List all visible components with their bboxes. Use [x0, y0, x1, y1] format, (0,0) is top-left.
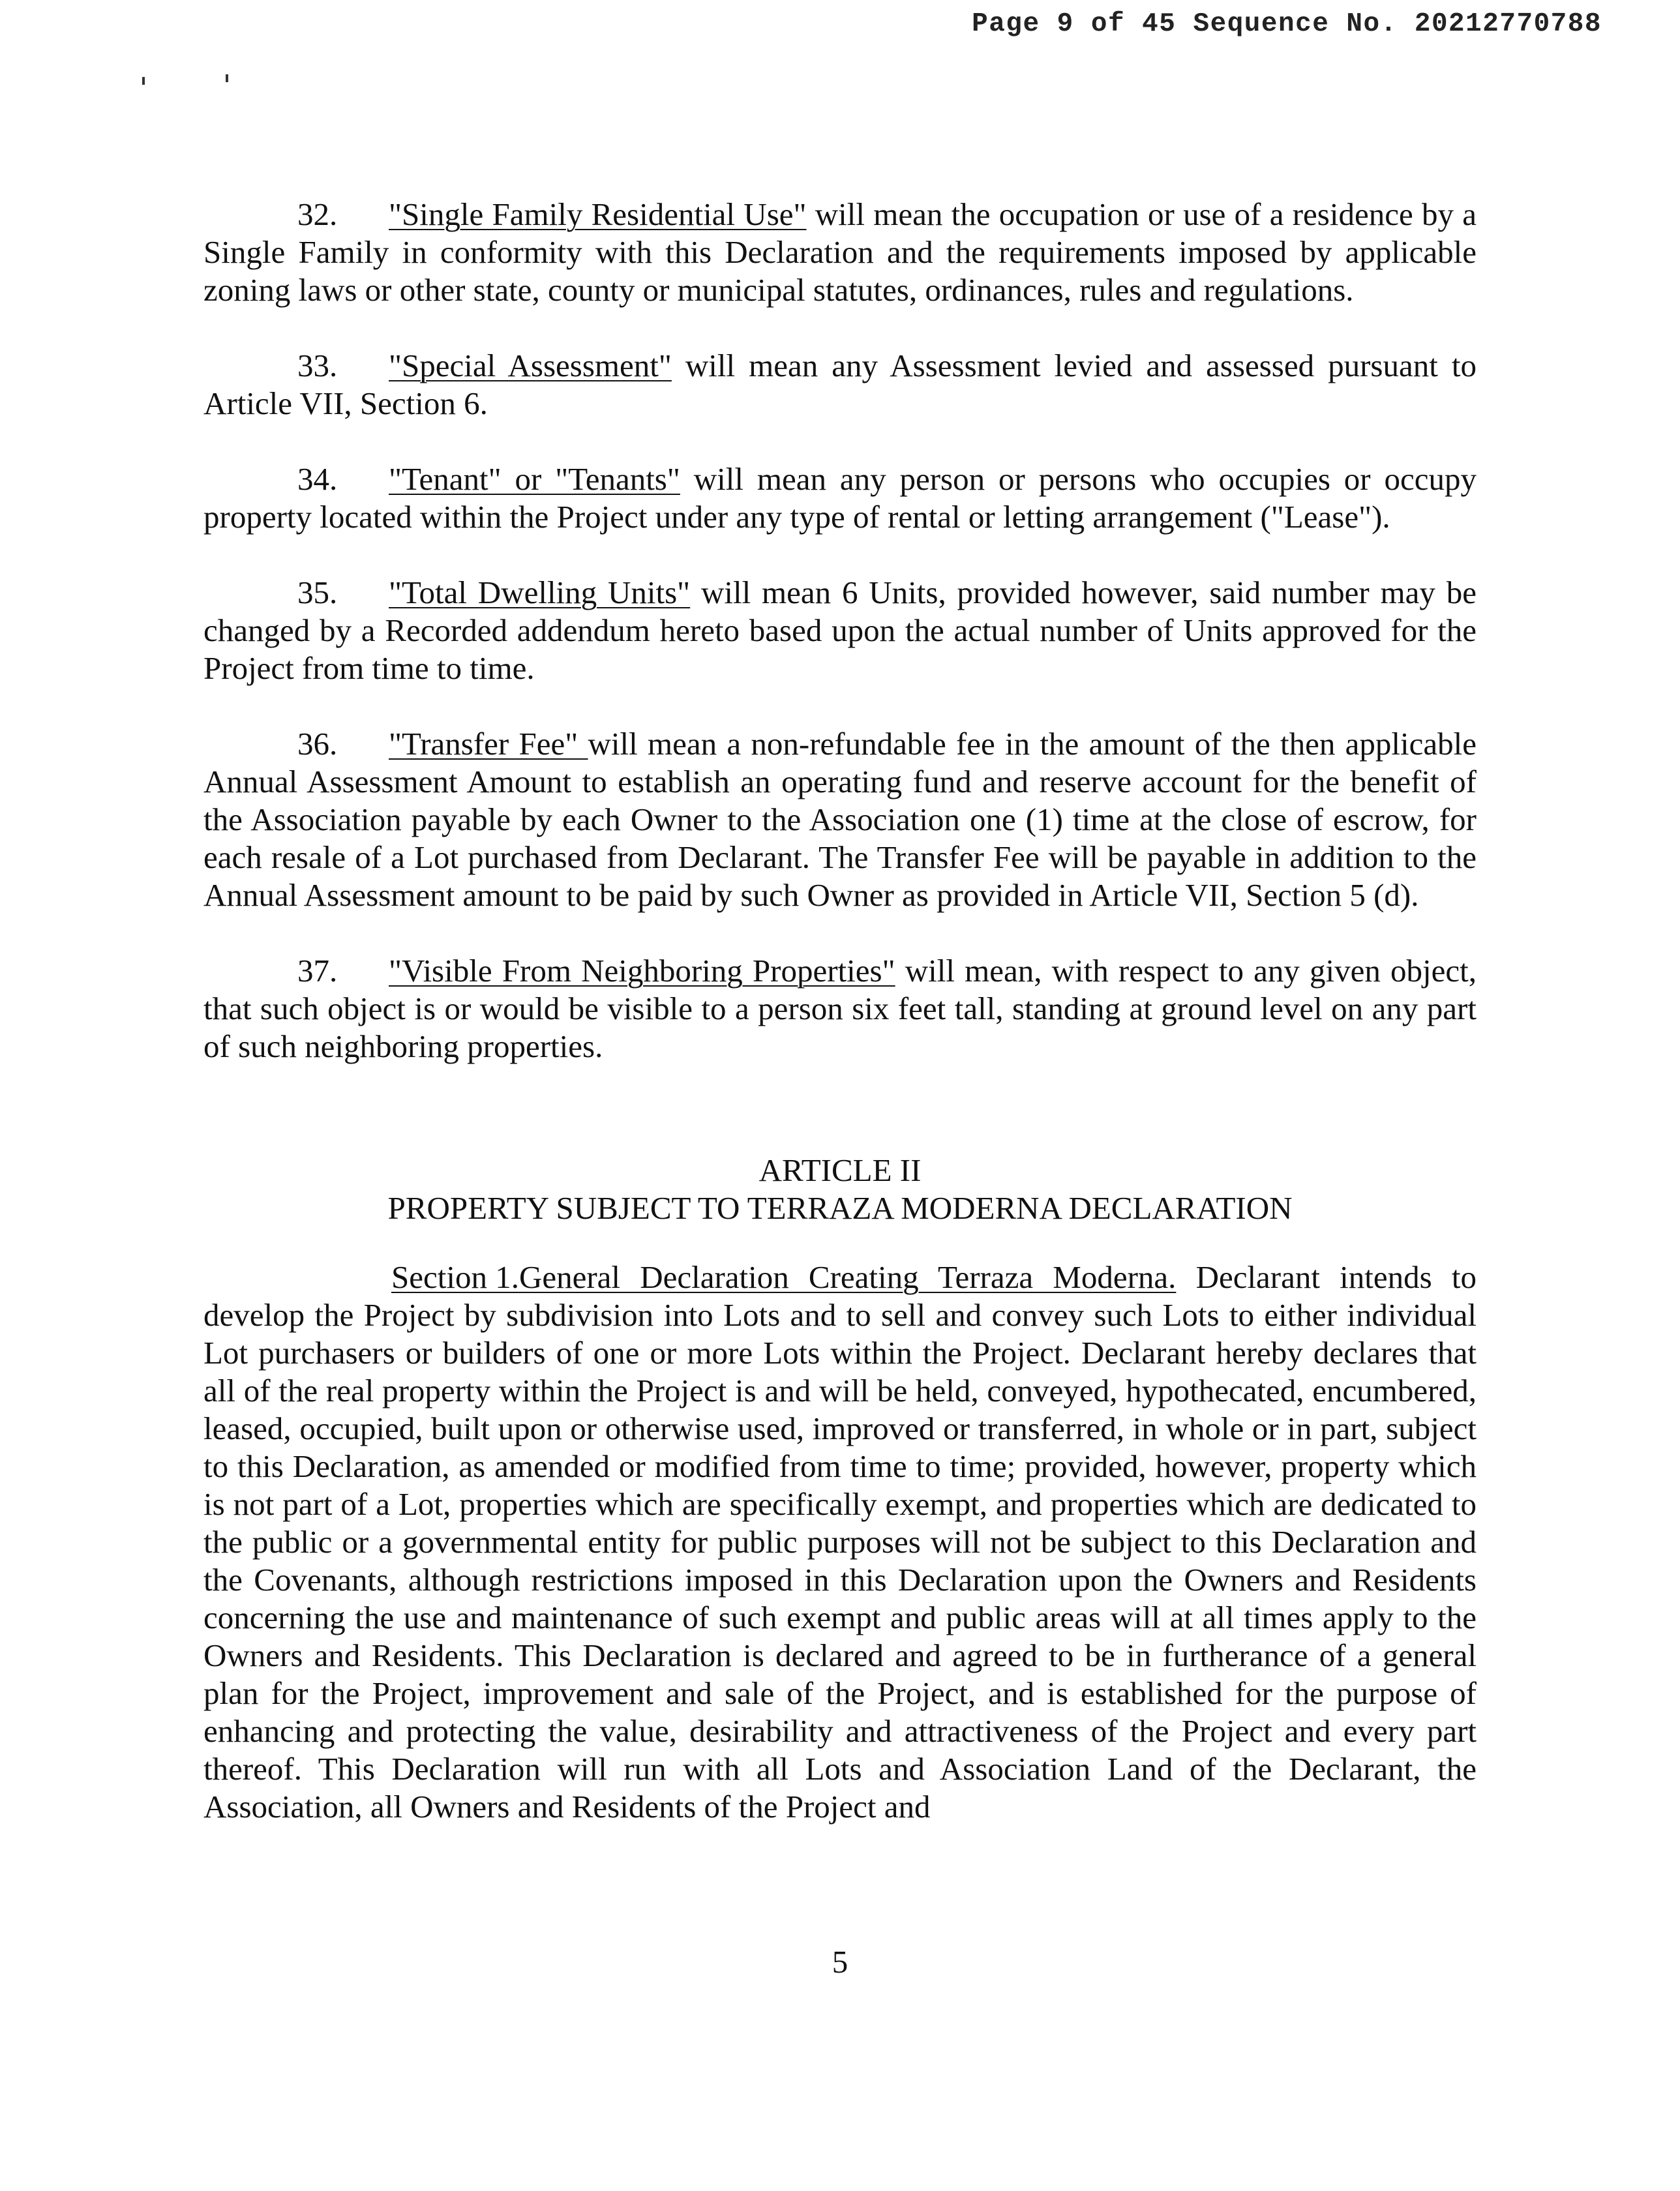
section-heading: General Declaration Creating Terraza Moderna.: [518, 1259, 1177, 1295]
definition-text: will mean a non-refundable fee in the amount of the then applicable Annual Assessment Amount to establish an operating fund and reserve account for the benefit of the Association payable by each Owner to the Association one (1) time at the close of escrow, for each resale of a Lot purchased from Declarant. The Transfer Fee will be payable in addition to the Annual Assessment amount to be paid by such Owner as provided in Article VII, Section 5 (d).: [203, 726, 1477, 913]
scan-mark: [142, 77, 145, 85]
definition-number: 34.: [297, 461, 338, 497]
definition-text: will mean 6 Units, provided however, said number may be changed by a Recorded addendum hereto based upon the actual number of Units approved for the Project from time to time.: [203, 574, 1477, 686]
definition-number: 36.: [297, 726, 338, 762]
scan-mark: [226, 74, 228, 82]
definition-text: will mean the occupation or use of a residence by a Single Family in conformity with this Declaration and the requirements imposed by applicable zoning laws or other state, county or municipal statutes, ordinances, rules and regulations.: [203, 196, 1477, 308]
document-body: [203, 196, 1477, 1864]
definition-number: 37.: [297, 953, 338, 989]
recording-header: Page 9 of 45 Sequence No. 20212770788: [972, 9, 1602, 39]
definition-37: [203, 952, 1477, 1066]
definition-33: [203, 347, 1477, 423]
article-title: PROPERTY SUBJECT TO TERRAZA MODERNA DECLARATION: [387, 1190, 1293, 1226]
definition-term: "Transfer Fee": [389, 726, 588, 762]
definition-term: "Special Assessment": [389, 348, 672, 383]
definition-term: "Single Family Residential Use": [389, 196, 807, 232]
definition-term: "Visible From Neighboring Properties": [389, 953, 895, 989]
definition-term: "Tenant" or "Tenants": [389, 461, 680, 497]
definition-number: 35.: [297, 574, 338, 610]
definition-text: will mean any person or persons who occupies or occupy property located within the Project under any type of rental or letting arrangement ("Lease").: [203, 461, 1477, 535]
scan-marks: [142, 65, 233, 91]
definition-term: "Total Dwelling Units": [389, 574, 691, 610]
definition-36: [203, 725, 1477, 914]
article-heading: [203, 1152, 1477, 1227]
section-1: [203, 1259, 1477, 1826]
definition-35: [203, 574, 1477, 687]
article-number: ARTICLE II: [758, 1152, 922, 1188]
definition-number: 33.: [297, 348, 338, 383]
page-number: 5: [832, 1944, 848, 1980]
section-label: Section 1.: [391, 1259, 519, 1295]
definition-34: [203, 460, 1477, 536]
definition-number: 32.: [297, 196, 338, 232]
definition-text: will mean any Assessment levied and assessed pursuant to Article VII, Section 6.: [203, 348, 1477, 421]
definition-32: [203, 196, 1477, 309]
section-text: Declarant intends to develop the Project by subdivision into Lots and to sell and convey such Lots to either individual Lot purchasers or builders of one or more Lots within the Project. Declarant hereby declares that all of the real property within the Project is and will be held, conveyed, hypothecated, encumbered, leased, occupied, built upon or otherwise used, improved or transferred, in whole or in part, subject to this Declaration, as amended or modified from time to time; provided, however, property which is not part of a Lot, properties which are specifically exempt, and properties which are dedicated to the public or a governmental entity for public purposes will not be subject to this Declaration and the Covenants, although restrictions imposed in this Declaration upon the Owners and Residents concerning the use and maintenance of such exempt and public areas will at all times apply to the Owners and Residents. This Declaration is declared and agreed to be in furtherance of a general plan for the Project, improvement and sale of the Project, and is established for the purpose of enhancing and protecting the value, desirability and attractiveness of the Project and every part thereof. This Declaration will run with all Lots and Association Land of the Declarant, the Association, all Owners and Residents of the Project and: [203, 1259, 1477, 1825]
definition-text: will mean, with respect to any given object, that such object is or would be visible to a person six feet tall, standing at ground level on any part of such neighboring properties.: [203, 953, 1477, 1064]
